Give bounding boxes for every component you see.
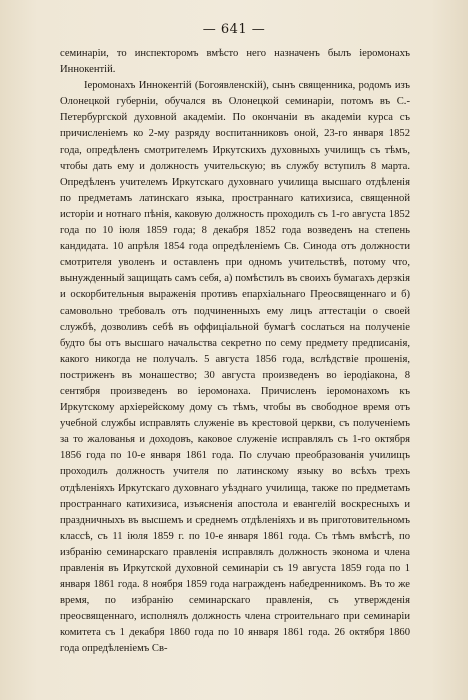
paragraph: семинаріи, то инспекторомъ вмѣсто него назначенъ былъ іеромонахъ Иннокентій. <box>60 48 410 76</box>
page-number: — 641 — <box>202 22 266 37</box>
paragraph: Іеромонахъ Иннокентій (Богоявленскій), сынъ священника, родомъ изъ Олонецкой губерніи, обучался въ Олонецкой семинаріи, потомъ въ С.-Петербургской духовной академіи. По окончаніи въ академіи курса съ причисленіемъ ко 2-му разряду воспитанниковъ оной, 23-го января 1852 года, опредѣленъ смотрителемъ Иркутскихъ духовныхъ училищъ съ тѣмъ, чтобы дать ему и должность учительскую; въ службу вступилъ 8 марта. Опредѣленъ учителемъ Иркутскаго духовнаго училища высшаго отдѣленія по предметамъ латинскаго языка, пространнаго катихизиса, священной исторіи и нотнаго пѣнія, каковую должность проходилъ съ 1-го августа 1852 года по 10 іюля 1859 года; 8 декабря 1852 года возведенъ на степень кандидата. 10 апрѣля 1854 года опредѣленіемъ Св. Синода отъ должности смотрителя уволенъ и оставленъ при одномъ учительствѣ, потому что, вынужденный защищать самъ себя, а) помѣстилъ въ своихъ бумагахъ дерзкія и оскорбительныя выраженія противъ епархіальнаго Преосвященнаго и б) самовольно требовалъ отъ подчиненныхъ ему лицъ аттестаціи о своей службѣ, дозволивъ себѣ въ оффиціальной бумагѣ сослаться на полученіе будто бы отъ высшаго начальства секретно по сему предмету предписанія, какого никогда не получалъ. 5 августа 1856 года, вслѣдствіе прошенія, постриженъ въ монашество; 30 августа произведенъ во іеродіакона, 8 сентября произведенъ во іеромонаха. Причисленъ іеромонахомъ къ Иркутскому архіерейскому дому съ тѣмъ, чтобы въ свободное время отъ учебной службы исправлять служеніе въ крестовой церкви, съ полученіемъ за то жалованья и доходовъ, каковое служеніе исправлялъ съ 1-го октября 1856 года по 10-е января 1861 года. По случаю преобразованія училищъ проходилъ должность учителя по латинскому языку во всѣхъ трехъ отдѣленіяхъ Иркутскаго духовнаго уѣзднаго училища, также по предметамъ пространнаго катихизиса, изъясненія апостола и евангелій воскресныхъ и праздничныхъ въ высшемъ и среднемъ отдѣленіяхъ и въ приготовительномъ классѣ, съ 11 іюля 1859 г. по 10-е января 1861 года. Съ тѣмъ вмѣстѣ, по избранію семинарскаго правленія исправлялъ должность эконома и члена правленія въ Иркутской духовной семинаріи съ 19 августа 1859 года по 1 января 1861 года. 8 ноября 1859 года награжденъ набедренникомъ. Въ то же время, по избранію семинарскаго правленія, съ утвержденія преосвященнаго, исполнялъ должность члена строительнаго при семинаріи комитета съ 1 декабря 1860 года по 10 января 1861 года. 26 октября 1860 года опредѣленіемъ Св- <box>60 80 410 655</box>
body-text <box>60 46 410 658</box>
